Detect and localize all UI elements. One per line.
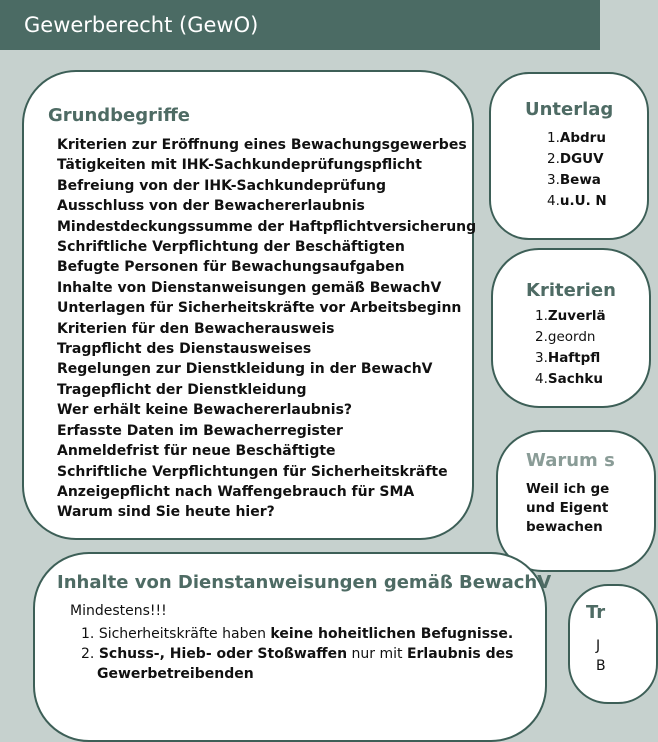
list-item: [81, 624, 513, 644]
item-text: Zuverlä: [547, 308, 606, 324]
item-text-bold: Erlaubnis des: [406, 646, 514, 662]
item-text: Sicherheitskräfte haben: [98, 626, 271, 642]
list-number: 2.: [535, 329, 548, 345]
card-unterlagen: [489, 72, 649, 240]
grundbegriff-item: Ausschluss von der Bewachererlaubnis: [57, 198, 365, 215]
app-header: [0, 0, 600, 50]
item-text: DGUV: [559, 151, 604, 167]
list-item: [547, 191, 607, 212]
kriterien-list: [535, 306, 606, 390]
inhalte-list: [81, 624, 513, 684]
item-text: Bewa: [559, 172, 601, 188]
card-grundbegriffe: [22, 70, 477, 540]
item-text-bold: keine hoheitlichen Befugnisse.: [270, 626, 514, 642]
list-number: 1.: [547, 130, 560, 146]
list-item: [535, 369, 606, 390]
inhalte-intro: Mindestens!!!: [70, 603, 167, 619]
grundbegriff-item: Wer erhält keine Bewachererlaubnis?: [57, 402, 353, 419]
card-tr: [568, 584, 658, 704]
card-title-warum: Warum s: [526, 450, 615, 471]
warum-line: bewachen: [526, 519, 603, 535]
tr-text: [596, 636, 606, 676]
grundbegriff-item: Unterlagen für Sicherheitskräfte vor Arbeitsbeginn: [57, 300, 462, 317]
list-item: [535, 348, 606, 369]
item-text: Sachku: [547, 371, 603, 387]
list-item: [535, 327, 606, 348]
list-item: [535, 306, 606, 327]
grundbegriff-item: Tätigkeiten mit IHK-Sachkundeprüfungspflicht: [57, 157, 422, 174]
item-text-bold: Schuss-, Hieb- oder Stoßwaffen: [98, 646, 348, 662]
card-title-inhalte: Inhalte von Dienstanweisungen gemäß BewachV: [57, 572, 552, 593]
grundbegriffe-list: [57, 135, 476, 523]
list-number: 4.: [535, 371, 548, 387]
list-number: 4.: [547, 193, 560, 209]
warum-line: und Eigent: [526, 500, 609, 516]
list-number: 1.: [81, 626, 95, 642]
list-number: 1.: [535, 308, 548, 324]
grundbegriff-item: Schriftliche Verpflichtungen für Sicherheitskräfte: [57, 463, 448, 480]
card-title-tr: Tr: [586, 602, 606, 623]
grundbegriff-item: Tragpflicht des Dienstausweises: [57, 341, 312, 358]
unterlagen-list: [547, 128, 607, 212]
card-inhalte: [33, 552, 552, 742]
list-number: 3.: [547, 172, 560, 188]
list-item: [547, 128, 607, 149]
list-item: [81, 644, 513, 684]
list-item: [547, 170, 607, 191]
warum-line: Weil ich ge: [526, 481, 610, 497]
card-warum: [496, 430, 656, 572]
tr-line: J: [596, 638, 601, 654]
item-text: u.U. N: [559, 193, 607, 209]
list-number: 2.: [547, 151, 560, 167]
grundbegriff-item: Inhalte von Dienstanweisungen gemäß BewachV: [57, 279, 442, 296]
card-title-grundbegriffe: Grundbegriffe: [48, 105, 190, 126]
item-text-bold: Gewerbetreibenden: [97, 666, 254, 682]
item-text: nur mit: [347, 646, 407, 662]
grundbegriff-item: Mindestdeckungssumme der Haftpflichtversicherung: [57, 218, 477, 235]
list-item: [547, 149, 607, 170]
grundbegriff-item: Regelungen zur Dienstkleidung in der BewachV: [57, 361, 433, 378]
card-title-kriterien: Kriterien: [526, 280, 616, 301]
item-text: geordn: [547, 329, 596, 345]
page-title: Gewerberecht (GewO): [24, 13, 259, 37]
grundbegriff-item: Kriterien zur Eröffnung eines Bewachungsgewerbes: [57, 137, 467, 153]
item-text: Haftpfl: [547, 350, 601, 366]
grundbegriff-item: Anmeldefrist für neue Beschäftigte: [57, 443, 336, 460]
card-kriterien: [491, 248, 651, 408]
grundbegriff-item: Tragepflicht der Dienstkleidung: [57, 381, 307, 398]
grundbegriff-item: Kriterien für den Bewacherausweis: [57, 320, 335, 337]
grundbegriff-item: Schriftliche Verpflichtung der Beschäftigten: [57, 239, 405, 256]
list-number: 3.: [535, 350, 548, 366]
grundbegriff-item: Erfasste Daten im Bewacherregister: [57, 422, 343, 439]
tr-line: B: [596, 658, 606, 674]
item-text: Abdru: [559, 130, 606, 146]
grundbegriff-item: Anzeigepflicht nach Waffengebrauch für SMA: [57, 483, 415, 500]
grundbegriff-item: Befreiung von der IHK-Sachkundeprüfung: [57, 177, 387, 194]
list-number: 2.: [81, 646, 95, 662]
grundbegriff-item: Warum sind Sie heute hier?: [57, 504, 275, 521]
warum-text: [526, 480, 609, 537]
card-title-unterlagen: Unterlag: [525, 99, 614, 120]
grundbegriff-item: Befugte Personen für Bewachungsaufgaben: [57, 259, 405, 276]
